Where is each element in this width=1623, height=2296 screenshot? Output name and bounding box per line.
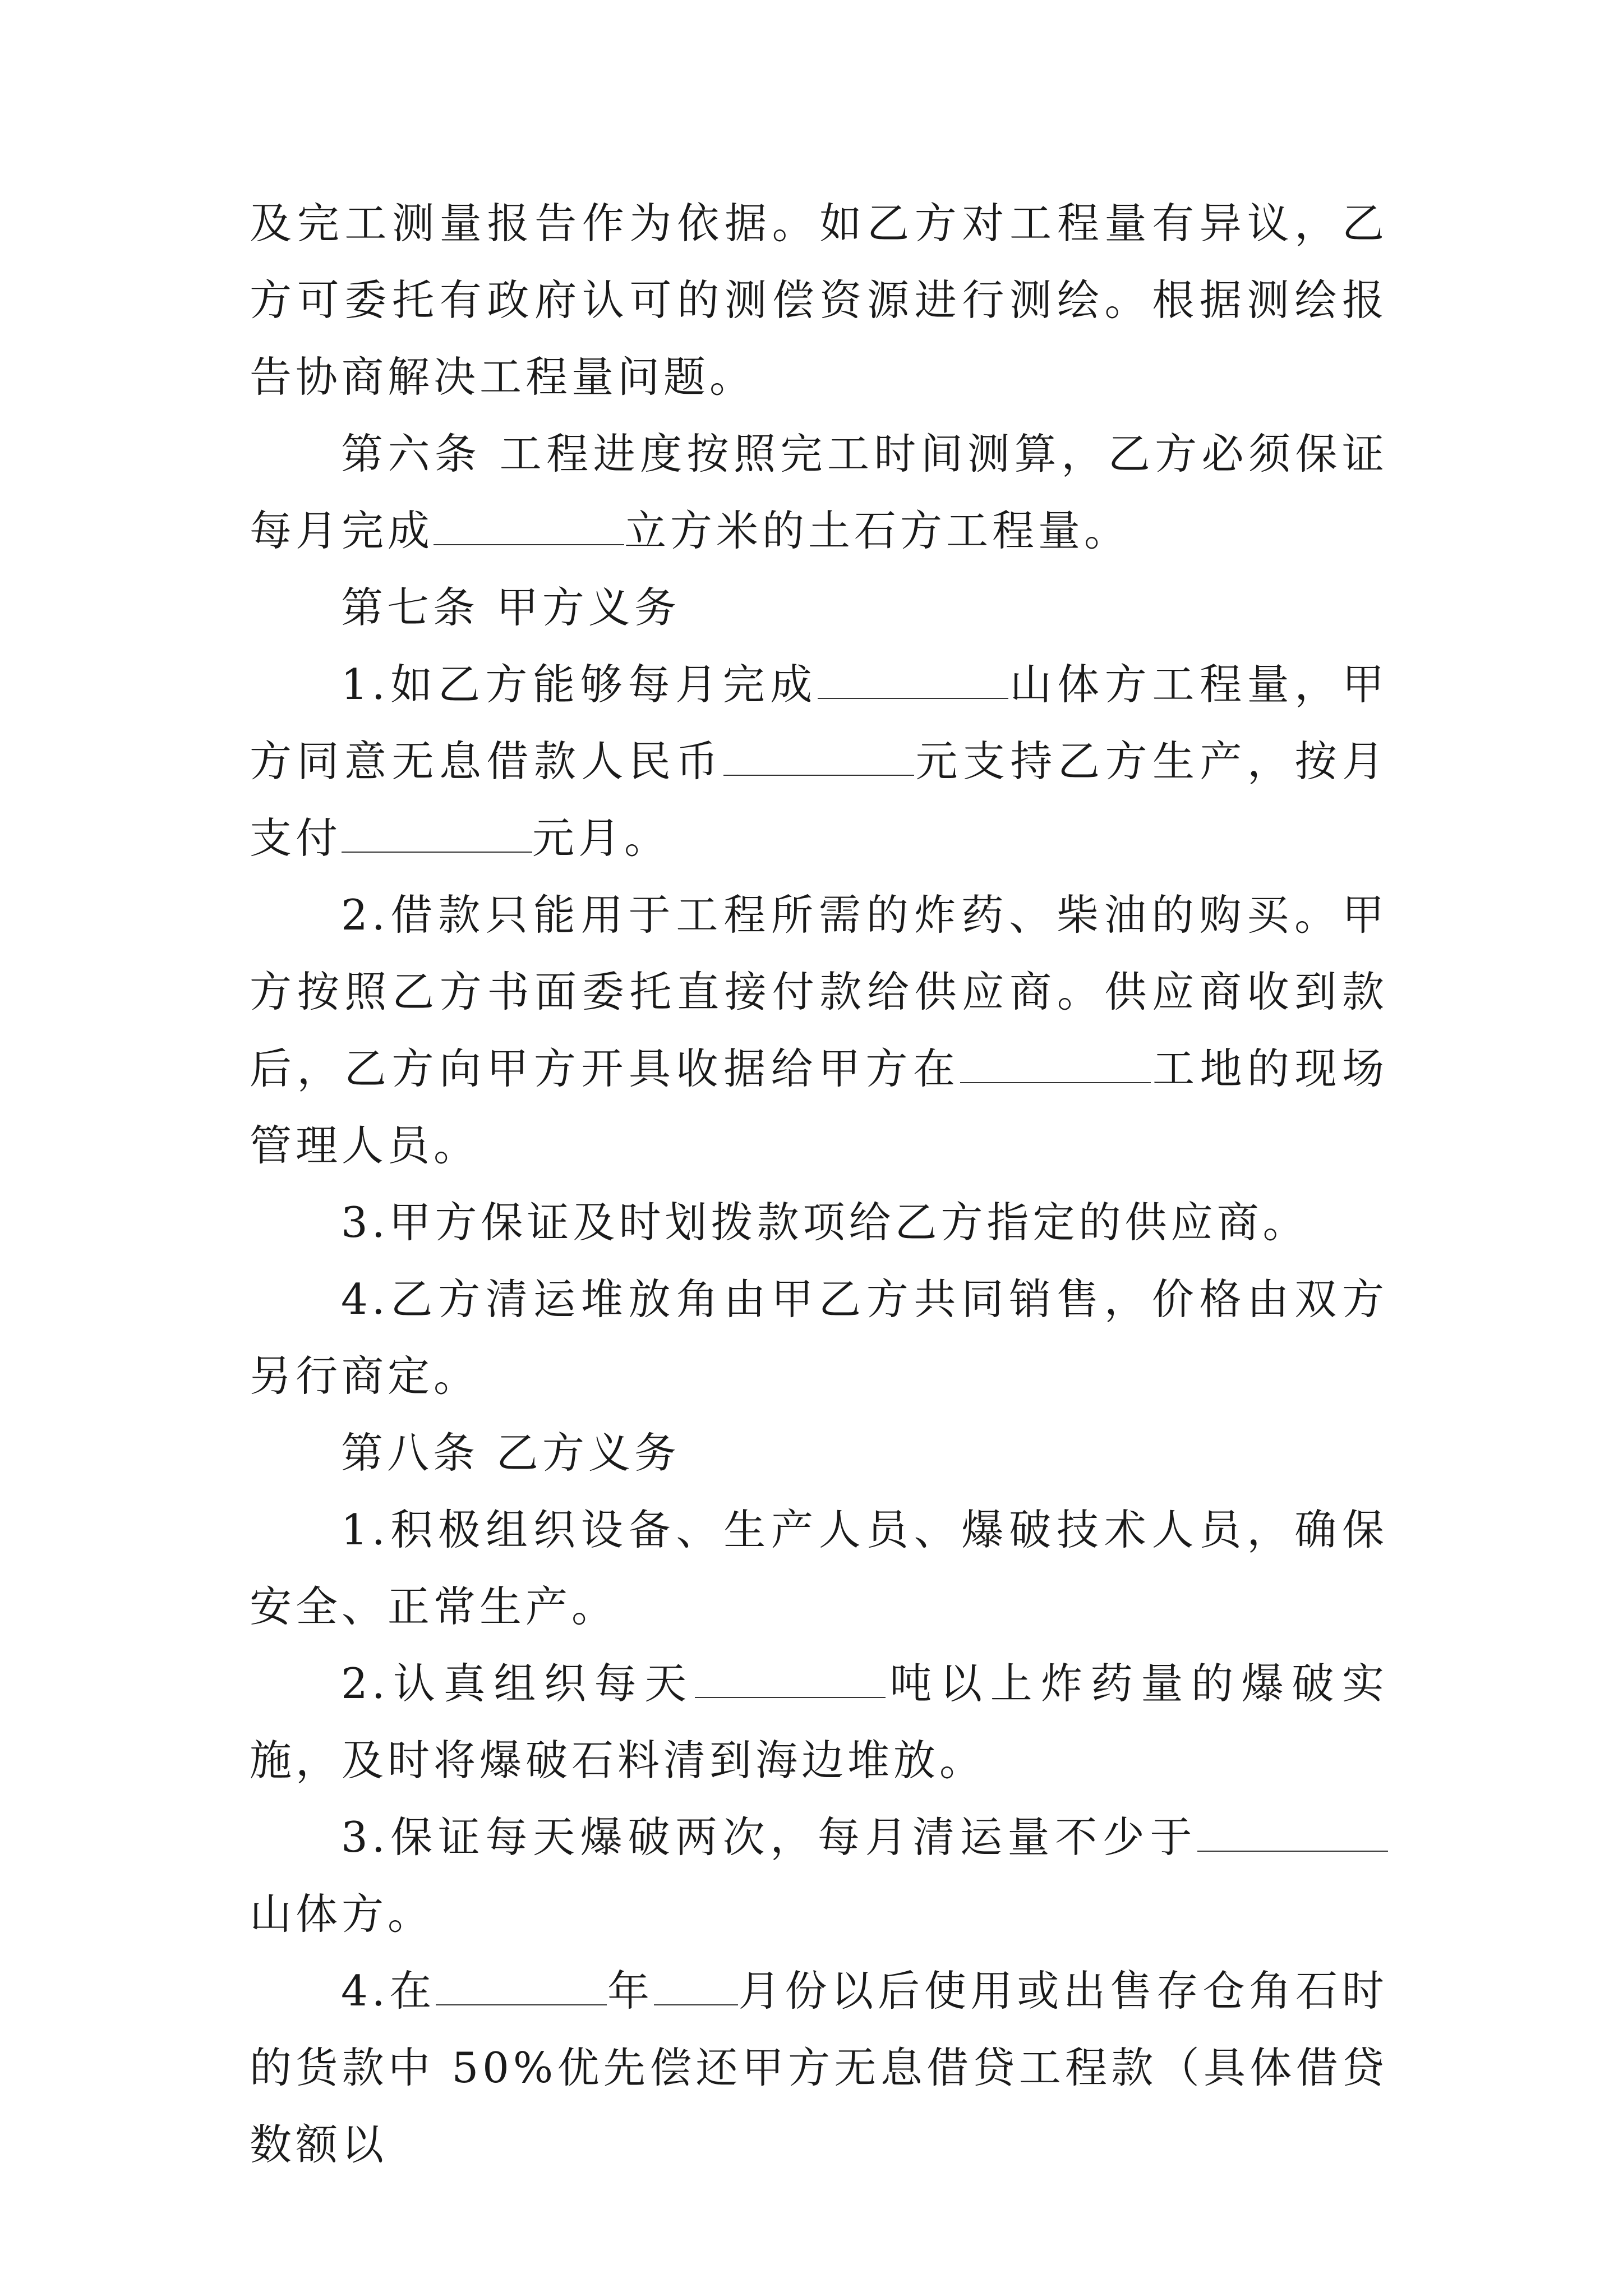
paragraph-text: 3.保证每天爆破两次，每月清运量不少于 xyxy=(341,1812,1197,1862)
paragraph-text: 元月。 xyxy=(532,813,671,863)
paragraph-text: 2.认真组织每天 xyxy=(341,1659,695,1708)
article-8-item-4 xyxy=(250,1953,1388,2183)
article-7-item-4 xyxy=(250,1261,1388,1415)
article-8-item-2 xyxy=(250,1645,1388,1799)
paragraph-text: 4.在 xyxy=(341,1966,436,2016)
article-8-item-3 xyxy=(250,1799,1388,1953)
paragraph-text: 及完工测量报告作为依据。如乙方对工程量有异议，乙方可委托有政府认可的测偿资源进行测绘。根据测绘报告协商解决工程量问题。 xyxy=(250,199,1388,402)
paragraph-text: 山体方工程量，甲方同意无息借款人民币 xyxy=(250,660,1388,786)
paragraph-text: 工地的现场管理人员。 xyxy=(250,1044,1388,1170)
heading-text: 第八条 乙方义务 xyxy=(341,1428,680,1478)
fill-blank-month xyxy=(654,1970,738,2005)
fill-blank-monthly-payment xyxy=(342,817,532,853)
paragraph-text: 年 xyxy=(607,1966,654,2016)
paragraph-text: 元支持乙方生产，按月支付 xyxy=(250,737,1388,863)
paragraph-text: 2.借款只能用于工程所需的炸药、柴油的购买。甲方按照乙方书面委托直接付款给供应商。供应商收到款后，乙方向甲方开具收据给甲方在 xyxy=(250,890,1388,1093)
fill-blank-mountain-volume xyxy=(818,663,1008,699)
paragraph-text: 1.积极组织设备、生产人员、爆破技术人员，确保安全、正常生产。 xyxy=(250,1505,1388,1631)
document-page xyxy=(250,185,1388,2183)
heading-text: 第七条 甲方义务 xyxy=(341,583,680,632)
fill-blank-clearance-volume xyxy=(1197,1816,1388,1852)
article-8-heading xyxy=(250,1415,1388,1492)
article-7-heading xyxy=(250,569,1388,646)
paragraph-text: 月份以后使用或出售存仓角石时的货款中 50%优先偿还甲方无息借贷工程款（具体借贷数额以 xyxy=(250,1966,1388,2169)
paragraph-text: 山体方。 xyxy=(250,1889,434,1939)
article-7-item-1 xyxy=(250,646,1388,877)
fill-blank-explosive-tons xyxy=(695,1662,886,1698)
article-6-progress xyxy=(250,416,1388,569)
paragraph-text: 4.乙方清运堆放角由甲乙方共同销售，价格由双方另行商定。 xyxy=(250,1274,1388,1401)
article-8-item-1 xyxy=(250,1492,1388,1645)
fill-blank-site-name xyxy=(960,1047,1151,1083)
paragraph-text: 1.如乙方能够每月完成 xyxy=(341,660,818,709)
fill-blank-monthly-volume xyxy=(434,509,624,545)
paragraph-text: 3.甲方保证及时划拨款项给乙方指定的供应商。 xyxy=(341,1198,1309,1247)
fill-blank-year xyxy=(436,1970,607,2005)
article-7-item-3 xyxy=(250,1184,1388,1261)
paragraph-text: 立方米的土石方工程量。 xyxy=(624,506,1131,555)
paragraph-survey-basis xyxy=(250,185,1388,416)
paragraph-text: 吨以上炸药量的爆破实施，及时将爆破石料清到海边堆放。 xyxy=(250,1659,1388,1785)
fill-blank-loan-amount xyxy=(723,740,914,776)
article-7-item-2 xyxy=(250,877,1388,1184)
paragraph-text: 第六条 工程进度按照完工时间测算，乙方必须保证每月完成 xyxy=(250,429,1388,555)
